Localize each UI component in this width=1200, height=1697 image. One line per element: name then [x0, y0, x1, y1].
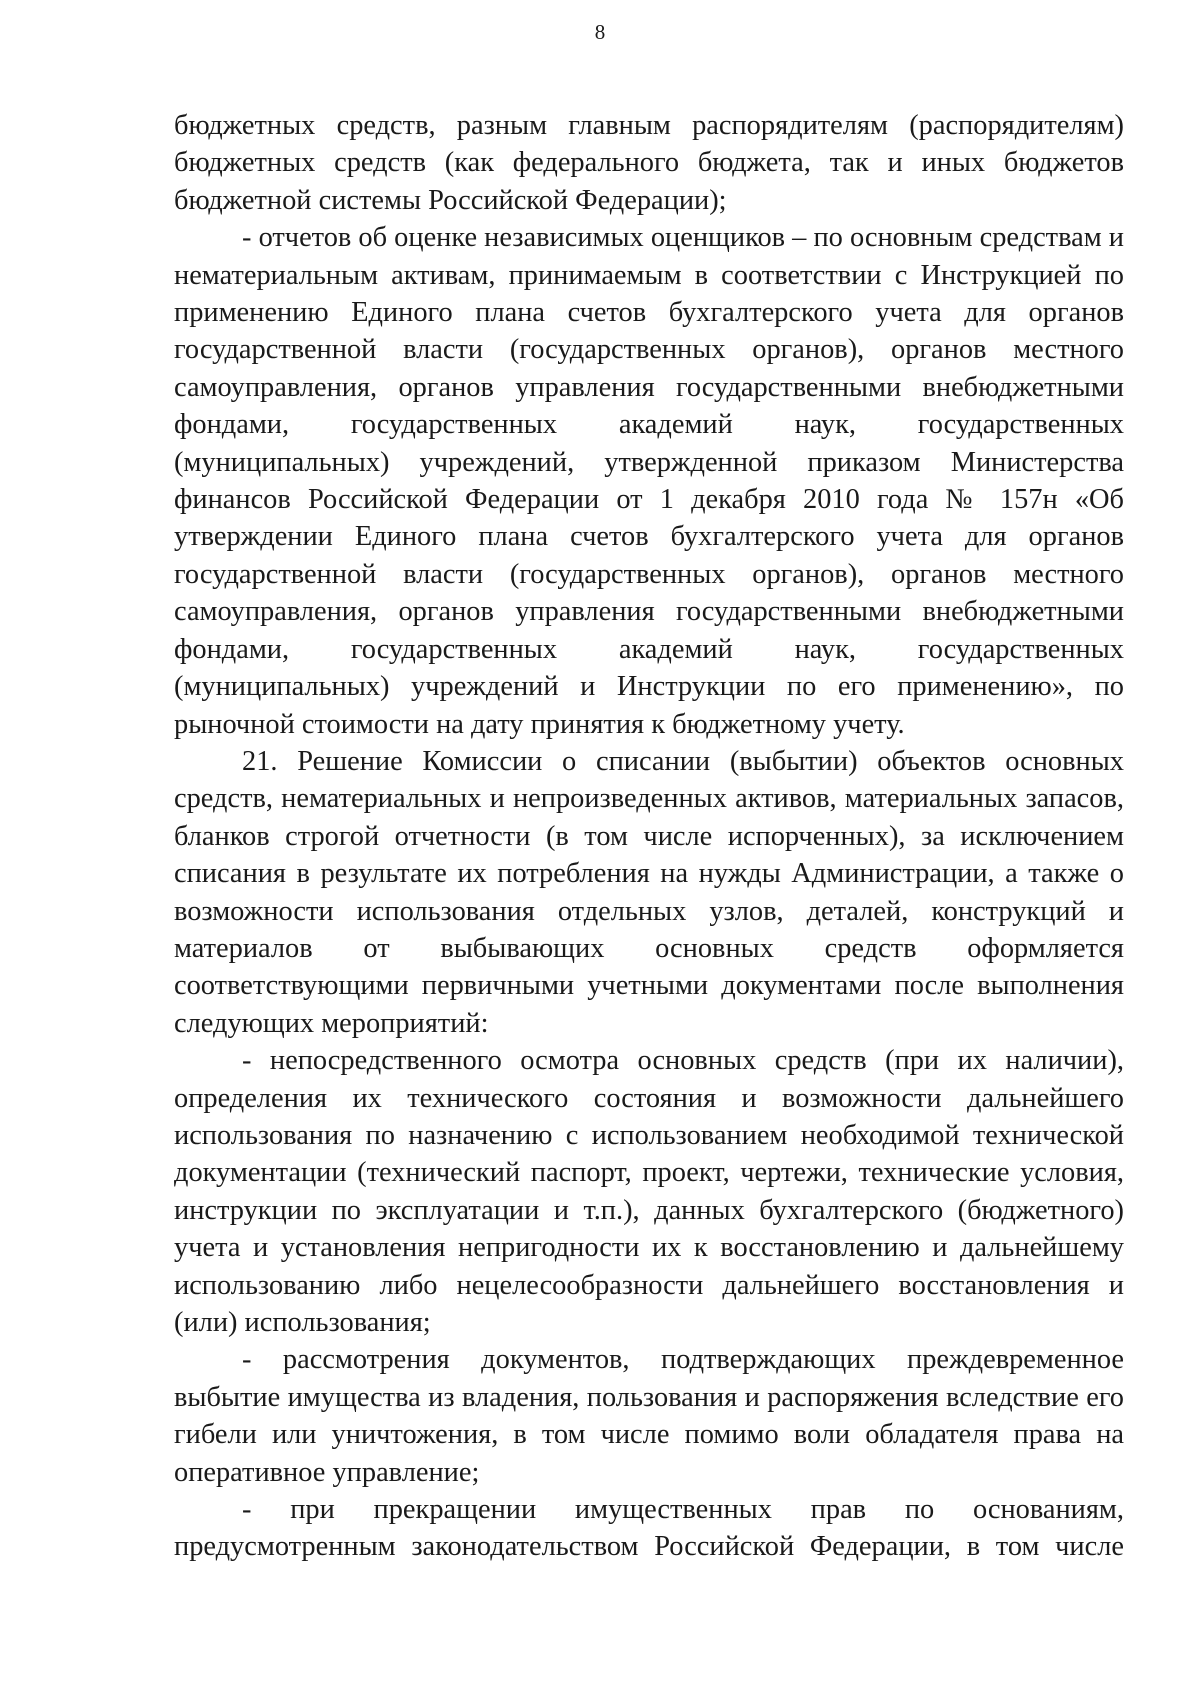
- paragraph-appraisal-reports: - отчетов об оценке независимых оценщиков – по основным средствам и нематериальным активам, принимаемым в соответствии с Инструкцией по применению Единого плана счетов бухгалтерского учета для органов государственной власти (государственных органов), органов местного самоуправления, органов управления государственными внебюджетными фондами, государственных академий наук, государственных (муниципальных) учреждений, утвержденной приказом Министерства финансов Российской Федерации от 1 декабря 2010 года № 157н «Об утверждении Единого плана счетов бухгалтерского учета для органов государственной власти (государственных органов), органов местного самоуправления, органов управления государственными внебюджетными фондами, государственных академий наук, государственных (муниципальных) учреждений и Инструкции по его применению», по рыночной стоимости на дату принятия к бюджетному учету.: [174, 222, 1124, 740]
- paragraph-document-review: - рассмотрения документов, подтверждающих преждевременное выбытие имущества из владения, пользования и распоряжения вследствие его гибели или уничтожения, в том числе помимо воли обладателя права на оперативное управление;: [174, 1344, 1124, 1488]
- document-body: [174, 107, 1124, 1566]
- paragraph-property-rights: - при прекращении имущественных прав по основаниям, предусмотренным законодательством Российской Федерации, в том числе: [174, 1494, 1124, 1563]
- paragraph-item-21: 21. Решение Комиссии о списании (выбытии) объектов основных средств, нематериальных и непроизведенных активов, материальных запасов, бланков строгой отчетности (в том числе испорченных), за исключением списания в результате их потребления на нужды Администрации, а также о возможности использования отдельных узлов, деталей, конструкций и материалов от выбывающих основных средств оформляется соответствующими первичными учетными документами после выполнения следующих мероприятий:: [174, 745, 1124, 1039]
- paragraph-budget-funds-continuation: бюджетных средств, разным главным распорядителям (распорядителям) бюджетных средств (как федерального бюджета, так и иных бюджетов бюджетной системы Российской Федерации);: [174, 110, 1124, 216]
- page-number: 8: [594, 20, 606, 44]
- paragraph-inspection: - непосредственного осмотра основных средств (при их наличии), определения их технического состояния и возможности дальнейшего использования по назначению с использованием необходимой технической документации (технический паспорт, проект, чертежи, технические условия, инструкции по эксплуатации и т.п.), данных бухгалтерского (бюджетного) учета и установления непригодности их к восстановлению и дальнейшему использованию либо нецелесообразности дальнейшего восстановления и (или) использования;: [174, 1045, 1124, 1338]
